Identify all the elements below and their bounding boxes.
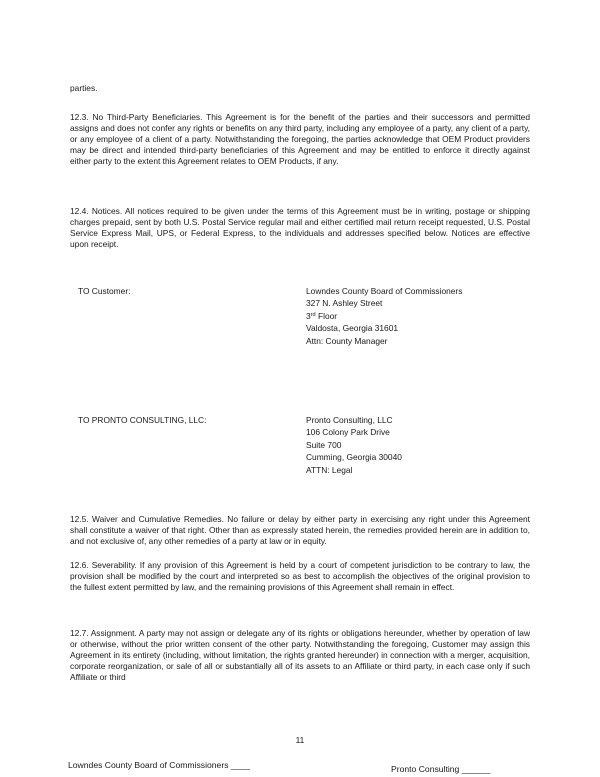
intro-fragment: parties. xyxy=(70,83,98,93)
notice-customer-label: TO Customer: xyxy=(78,286,131,296)
pronto-street: 106 Colony Park Drive xyxy=(306,427,390,438)
pronto-attn: ATTN: Legal xyxy=(306,464,353,475)
section-12-7: 12.7. Assignment. A party may not assign or delegate any of its rights or obligations hereunder, whether by operation of law or otherwise, without the prior written consent of the other party. Notwithstanding the foregoing, Customer may assign this Agreement in its entirety (including, without limitation, the rights granted hereunder) in connection with a merger, acquisition, corporate reorganization, or sale of all or substantially all of its assets to an Affiliate or third party, in each case only if such Affiliate or third xyxy=(70,628,530,682)
section-12-3: 12.3. No Third-Party Beneficiaries. This Agreement is for the benefit of the parties and their successors and permitted assigns and does not confer any rights or benefits on any third party, including any employee of a party, any client of a party, or any employee of a client of a party. Notwithstanding the foregoing, the parties acknowledge that OEM Product providers may be direct and intended third-party beneficiaries of this Agreement and may be entitled to enforce it directly against either party to the extent this Agreement relates to OEM Products, if any. xyxy=(70,112,530,166)
section-12-4: 12.4. Notices. All notices required to be given under the terms of this Agreement must be in writing, postage or shipping charges prepaid, sent by both U.S. Postal Service regular mail and either certified mail return receipt requested, U.S. Postal Service Express Mail, UPS, or Federal Express, to the individuals and addresses specified below. Notices are effective upon receipt. xyxy=(70,206,530,249)
pronto-city: Cumming, Georgia 30040 xyxy=(306,452,402,463)
notice-customer-address xyxy=(306,286,462,347)
customer-floor: 3rd Floor xyxy=(306,310,338,321)
customer-street: 327 N. Ashley Street xyxy=(306,298,383,309)
pronto-name: Pronto Consulting, LLC xyxy=(306,415,393,425)
notice-pronto-address xyxy=(306,415,402,476)
customer-city: Valdosta, Georgia 31601 xyxy=(306,323,399,334)
notice-pronto-label: TO PRONTO CONSULTING, LLC: xyxy=(78,415,207,425)
section-12-5: 12.5. Waiver and Cumulative Remedies. No failure or delay by either party in exercising any right under this Agreement shall constitute a waiver of that right. Other than as expressly stated herein, the remedies provided herein are in addition to, and not exclusive of, any other remedies of a party at law or in equity. xyxy=(70,514,530,546)
customer-attn: Attn: County Manager xyxy=(306,335,388,346)
page-number: 11 xyxy=(295,735,305,745)
section-12-6: 12.6. Severability. If any provision of this Agreement is held by a court of competent jurisdiction to be contrary to law, the provision shall be modified by the court and interpreted so as best to accomplish the objectives of the original provision to the fullest extent permitted by law, and the remaining provisions of this Agreement shall remain in effect. xyxy=(70,560,530,592)
footer-initials-pronto: Pronto Consulting ______ xyxy=(391,764,491,774)
footer-initials-customer: Lowndes County Board of Commissioners ____ xyxy=(68,760,250,770)
customer-name: Lowndes County Board of Commissioners xyxy=(306,286,463,296)
pronto-suite: Suite 700 xyxy=(306,439,342,450)
